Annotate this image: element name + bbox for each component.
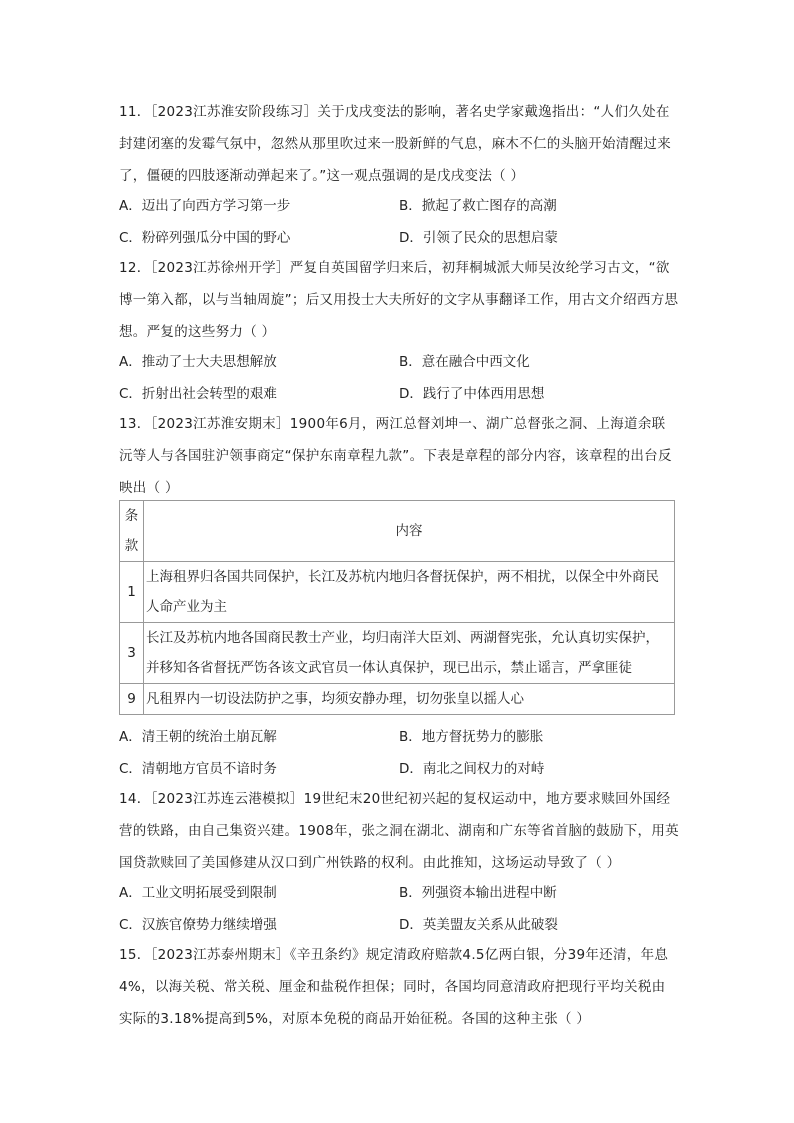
option-d: D．南北之间权力的对峙 xyxy=(399,761,545,777)
table-header-row xyxy=(120,501,675,562)
clause-content: 上海租界归各国共同保护，长江及苏杭内地归各督抚保护，两不相扰，以保全中外商民人命产业为主 xyxy=(144,562,675,623)
clause-content: 长江及苏杭内地各国商民教士产业，均归南洋大臣刘、两湖督宪张，允认真切实保护，并移知各省督抚严饬各该文武官员一体认真保护，现已出示，禁止谣言，严拿匪徒 xyxy=(144,623,675,684)
question-13-options xyxy=(119,721,679,785)
option-c: C．粉碎列强瓜分中国的野心 xyxy=(119,230,291,246)
option-b: B．掀起了救亡图存的高潮 xyxy=(399,198,557,214)
option-a: A．清王朝的统治土崩瓦解 xyxy=(119,729,277,745)
question-11-options xyxy=(119,190,679,254)
question-13-stem: 13．［2023江苏淮安期末］1900年6月，两江总督刘坤一、湖广总督张之洞、上海道余联沅等人与各国驻沪领事商定“保护东南章程九款”。下表是章程的部分内容，该章程的出台反映出（ ） xyxy=(119,416,672,496)
clause-number: 9 xyxy=(120,684,144,715)
clause-content: 凡租界内一切设法防护之事，均须安静办理，切勿张皇以摇人心 xyxy=(144,684,675,715)
option-c: C．汉族官僚势力继续增强 xyxy=(119,917,277,933)
option-b: B．地方督抚势力的膨胀 xyxy=(399,729,544,745)
option-d: D．引领了民众的思想启蒙 xyxy=(399,230,558,246)
table-row xyxy=(120,684,675,715)
question-12-stem: 12．［2023江苏徐州开学］严复自英国留学归来后，初拜桐城派大师吴汝纶学习古文，“欲博一第入都，以与当轴周旋”；后又用投士大夫所好的文字从事翻译工作，用古文介绍西方思想。严复的这些努力（ ） xyxy=(119,260,679,340)
option-a: A．迈出了向西方学习第一步 xyxy=(119,198,291,214)
table-row xyxy=(120,562,675,623)
option-b: B．列强资本输出进程中断 xyxy=(399,885,557,901)
header-clause: 条款 xyxy=(120,501,144,562)
option-a: A．工业文明拓展受到限制 xyxy=(119,885,277,901)
option-a: A．推动了士大夫思想解放 xyxy=(119,354,277,370)
charter-table xyxy=(119,500,675,715)
clause-number: 3 xyxy=(120,623,144,684)
option-c: C．折射出社会转型的艰难 xyxy=(119,386,277,402)
table-row xyxy=(120,623,675,684)
question-15-stem: 15．［2023江苏泰州期末］《辛丑条约》规定清政府赔款4.5亿两白银，分39年还清，年息4%，以海关税、常关税、厘金和盐税作担保；同时，各国均同意清政府把现行平均关税由实际的3.18%提高到5%，对原本免税的商品开始征税。各国的这种主张（ ） xyxy=(119,947,669,1027)
option-d: D．践行了中体西用思想 xyxy=(399,386,545,402)
header-content: 内容 xyxy=(144,501,675,562)
clause-number: 1 xyxy=(120,562,144,623)
question-12-options xyxy=(119,346,679,410)
question-11-stem: 11．［2023江苏淮安阶段练习］关于戊戌变法的影响，著名史学家戴逸指出：“人们久处在封建闭塞的发霉气氛中，忽然从那里吹过来一股新鲜的气息，麻木不仁的头脑开始清醒过来了，僵硬的四肢逐渐动弹起来了。”这一观点强调的是戊戌变法（ ） xyxy=(119,104,671,184)
question-14-stem: 14．［2023江苏连云港模拟］19世纪末20世纪初兴起的复权运动中，地方要求赎回外国经营的铁路，由自己集资兴建。1908年，张之洞在湖北、湖南和广东等省首脑的鼓励下，用英国贷款赎回了美国修建从汉口到广州铁路的权利。由此推知，这场运动导致了（ ） xyxy=(119,791,679,871)
option-d: D．英美盟友关系从此破裂 xyxy=(399,917,558,933)
option-c: C．清朝地方官员不谙时务 xyxy=(119,761,277,777)
question-14-options xyxy=(119,877,679,941)
option-b: B．意在融合中西文化 xyxy=(399,354,530,370)
